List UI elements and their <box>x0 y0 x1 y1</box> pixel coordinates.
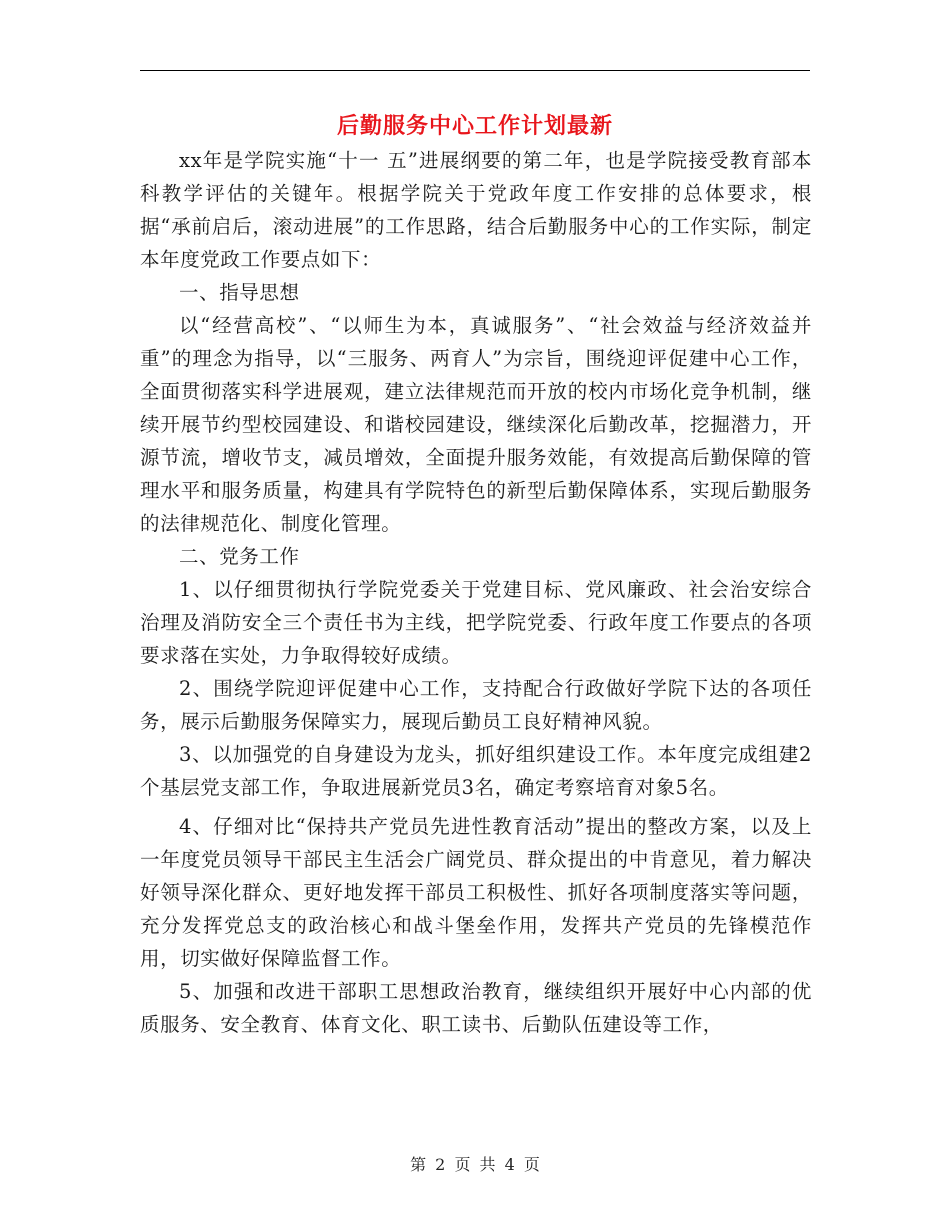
header-rule <box>140 70 810 71</box>
guiding-ideology-paragraph: 以“经营高校”、“以师生为本，真诚服务”、“社会效益与经济效益并重”的理念为指导，以“三服务、两育人”为宗旨，围绕迎评促建中心工作，全面贯彻落实科学进展观，建立法律规范而开放的校内市场化竞争机制，继续开展节约型校园建设、和谐校园建设，继续深化后勤改革，挖掘潜力，开源节流，增收节支，减员增效，全面提升服务效能，有效提高后勤保障的管理水平和服务质量，构建具有学院特色的新型后勤保障体系，实现后勤服务的法律规范化、制度化管理。 <box>140 314 812 535</box>
document-title: 后勤服务中心工作计划最新 <box>336 113 613 139</box>
party-work-item-1: 1、以仔细贯彻执行学院党委关于党建目标、党风廉政、社会治安综合治理及消防安全三个责任书为主线，把学院党委、行政年度工作要点的各项要求落在实处，力争取得较好成绩。 <box>140 578 812 667</box>
party-work-item-2: 2、围绕学院迎评促建中心工作，支持配合行政做好学院下达的各项任务，展示后勤服务保障实力，展现后勤员工良好精神风貌。 <box>140 677 812 733</box>
party-work-item-3: 3、以加强党的自身建设为龙头，抓好组织建设工作。本年度完成组建2个基层党支部工作，争取进展新党员3名，确定考察培育对象5名。 <box>140 743 812 799</box>
section-heading-party-work: 二、党务工作 <box>179 545 300 568</box>
party-work-item-5: 5、加强和改进干部职工思想政治教育，继续组织开展好中心内部的优质服务、安全教育、体育文化、职工读书、后勤队伍建设等工作， <box>140 980 812 1036</box>
document-body <box>140 144 812 1041</box>
party-work-item-4: 4、仔细对比“保持共产党员先进性教育活动”提出的整改方案，以及上一年度党员领导干部民主生活会广阔党员、群众提出的中肯意见，着力解决好领导深化群众、更好地发挥干部员工积极性、抓好各项制度落实等问题，充分发挥党总支的政治核心和战斗堡垒作用，发挥共产党员的先锋模范作用，切实做好保障监督工作。 <box>140 815 812 970</box>
section-heading-guiding-ideology: 一、指导思想 <box>179 281 300 304</box>
page-number-footer: 第 2 页 共 4 页 <box>410 1155 540 1174</box>
intro-paragraph: xx年是学院实施“十一 五”进展纲要的第二年，也是学院接受教育部本科教学评估的关键年。根据学院关于党政年度工作安排的总体要求，根据“承前启后，滚动进展”的工作思路，结合后勤服务中心的工作实际，制定本年度党政工作要点如下： <box>140 149 812 271</box>
